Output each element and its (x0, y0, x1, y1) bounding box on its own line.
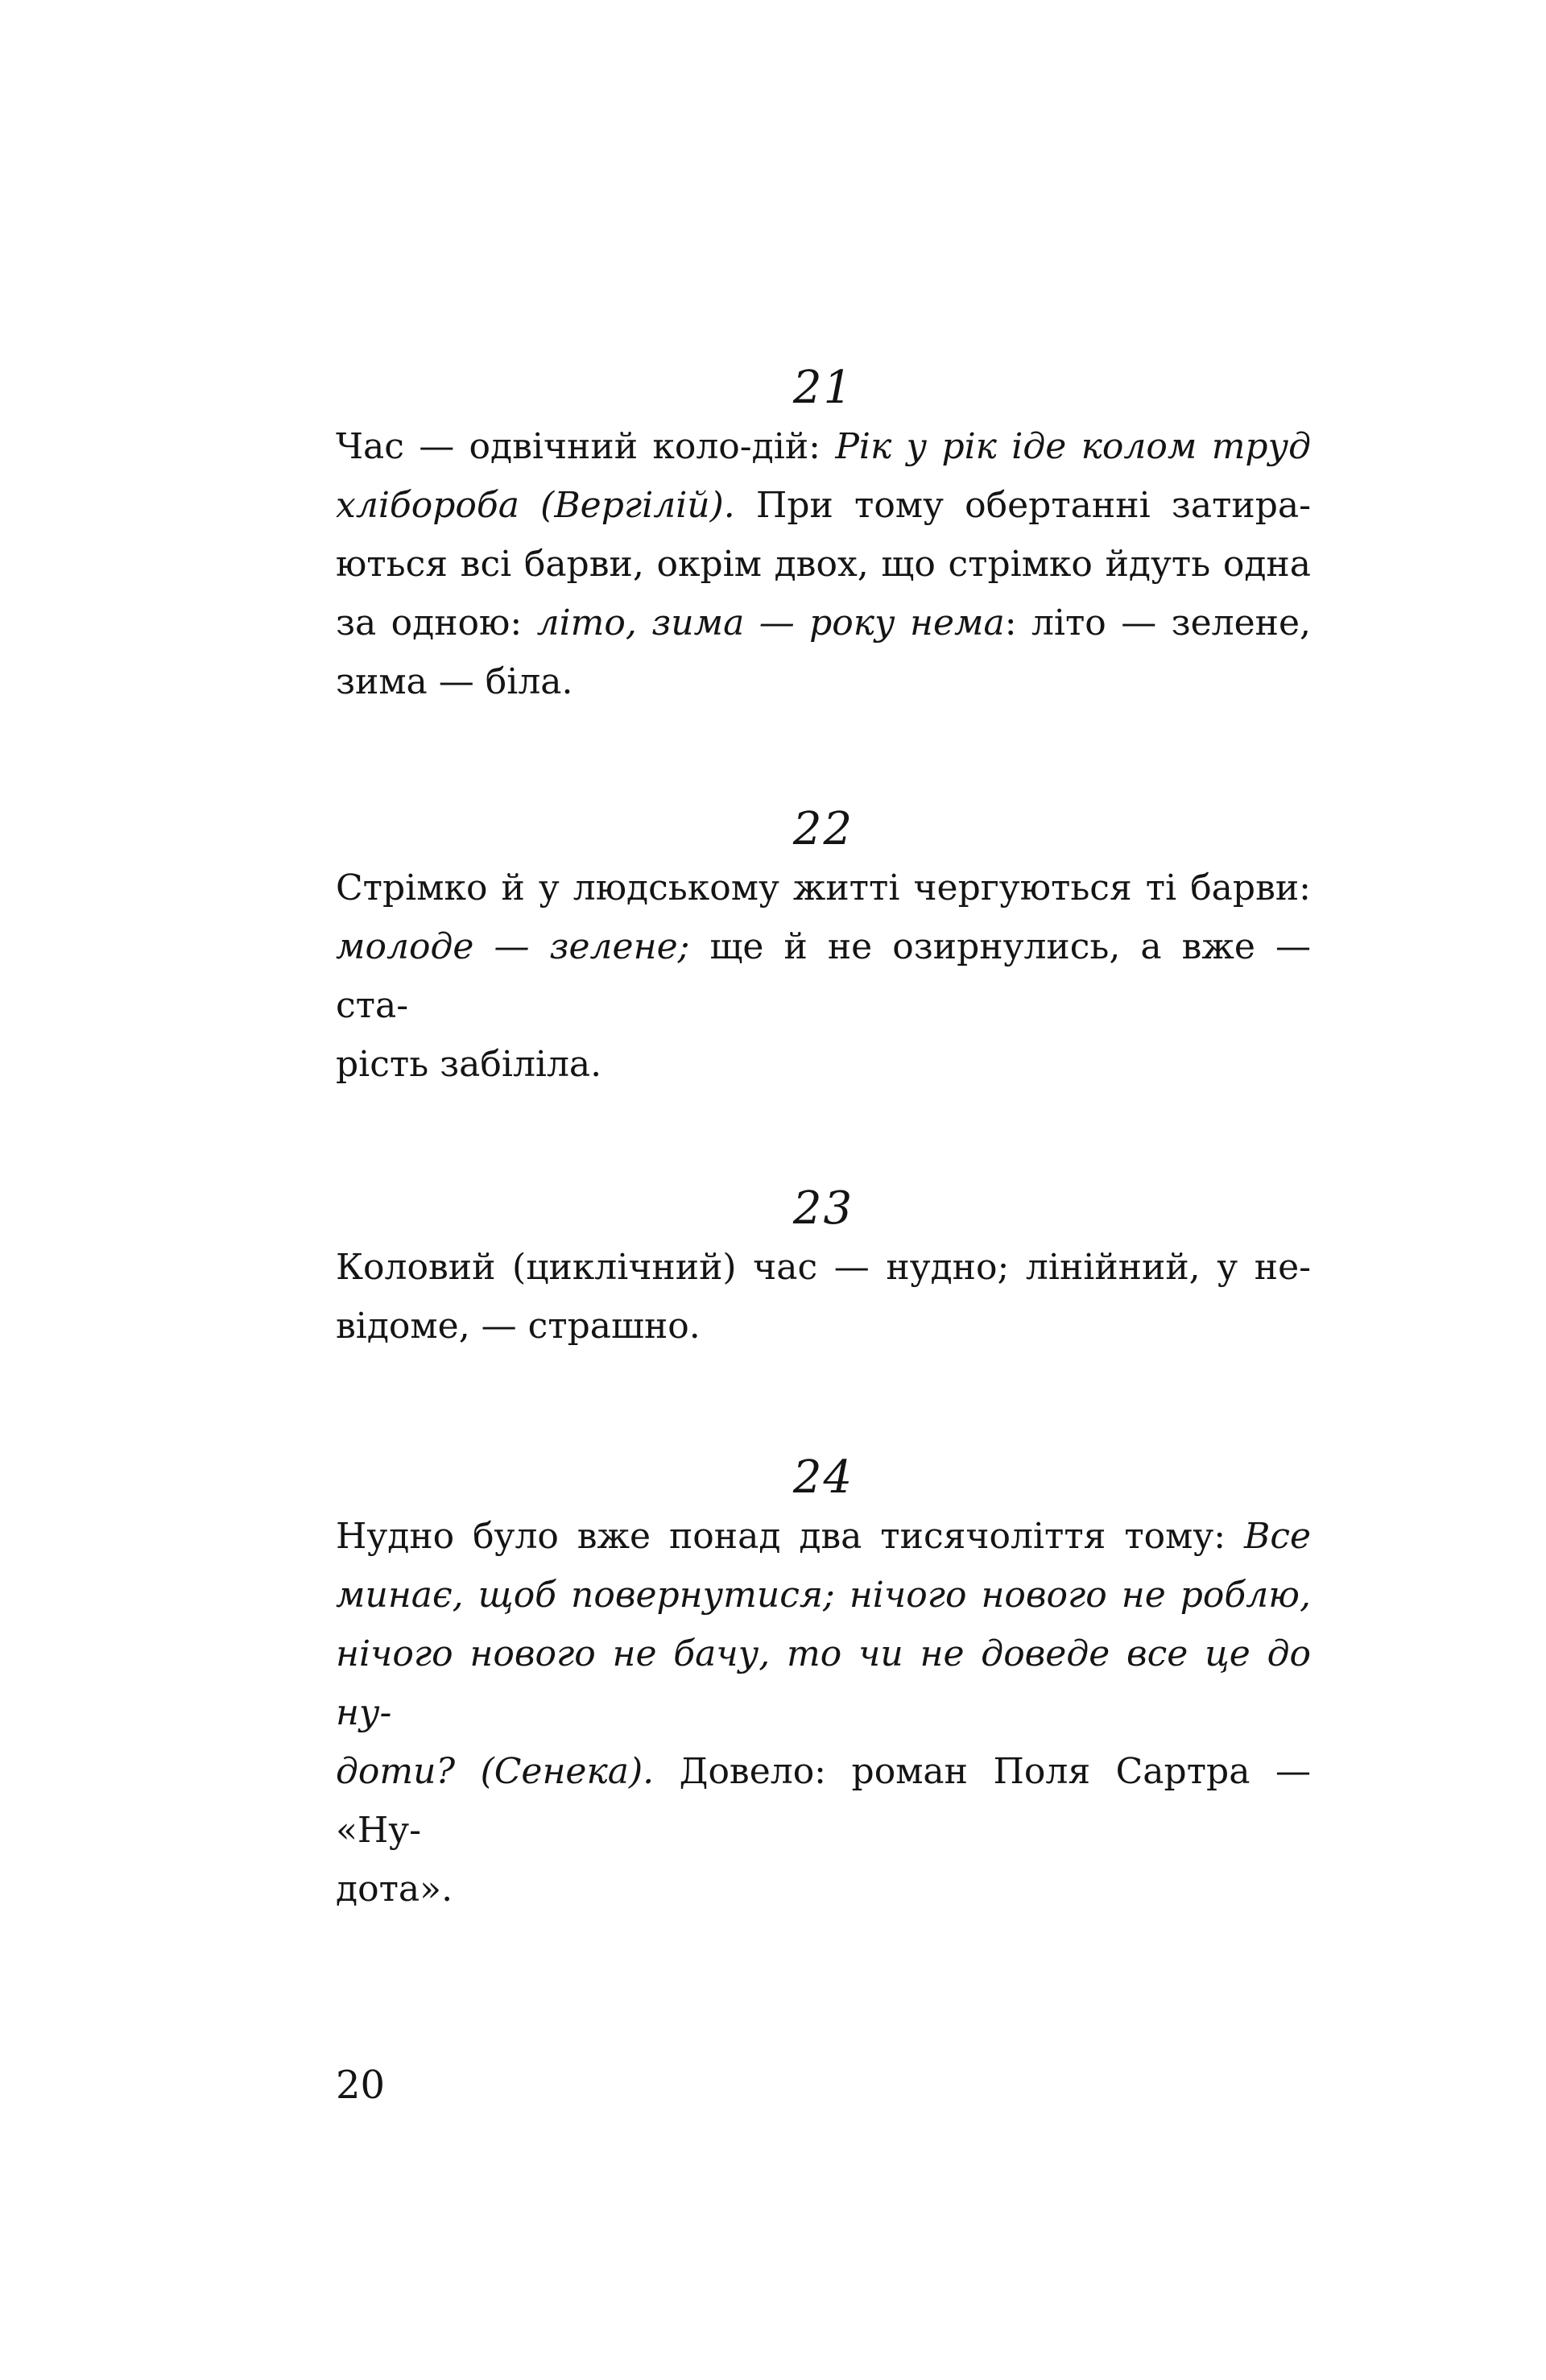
text-run: за одною: (336, 602, 537, 644)
text-line (336, 476, 1311, 535)
section-number: 21 (792, 362, 854, 414)
page-number: 20 (336, 2063, 386, 2108)
text-run-italic: літо, зима — року нема (536, 602, 1005, 644)
text-run: Коловий (циклічний) час — нудно; лінійний, у не- (336, 1247, 1311, 1288)
text-line (336, 535, 1311, 594)
text-run-italic: нічого нового не бачу, то чи не доведе все це до ну- (336, 1633, 1311, 1733)
text-line (336, 1035, 1311, 1094)
text-run-italic: хлібороба (Вергілій). (336, 485, 735, 526)
text-line (336, 1507, 1311, 1566)
text-run: Довело: роман Поля Сартра — «Ну- (336, 1751, 1311, 1851)
text-line (336, 1238, 1311, 1297)
content-column (336, 0, 1311, 1918)
section-number: 24 (792, 1451, 854, 1504)
text-line (336, 917, 1311, 1035)
aphorism-section (336, 800, 1311, 1094)
text-run: дота». (336, 1869, 453, 1910)
text-line (336, 1742, 1311, 1860)
aphorism-section (336, 358, 1311, 711)
aphorism-section (336, 1179, 1311, 1356)
text-run: відоме, — страшно. (336, 1306, 701, 1347)
text-run-italic: Все (1243, 1516, 1311, 1557)
text-run: : літо — зелене, (1004, 602, 1311, 644)
text-run-italic: минає, щоб повернутися; нічого нового не роблю, (336, 1575, 1311, 1616)
text-line (336, 1566, 1311, 1625)
section-paragraph (336, 1238, 1311, 1356)
text-run: Час — одвічний коло-дій: (336, 426, 836, 467)
text-run: Стрімко й у людському житті чергуються ті барви: (336, 867, 1311, 909)
text-run-italic: Рік у рік іде колом труд (835, 426, 1311, 467)
aphorism-section (336, 1448, 1311, 1918)
text-run: зима — біла. (336, 661, 573, 702)
text-run-italic: доти? (Сенека). (336, 1751, 655, 1792)
text-run-italic: молоде — зелене; (336, 926, 690, 967)
section-number: 22 (792, 803, 854, 855)
section-number: 23 (792, 1182, 854, 1235)
text-run: Нудно було вже понад два тисячоліття тому: (336, 1516, 1244, 1557)
text-run: рість забіліла. (336, 1044, 602, 1085)
text-line (336, 1860, 1311, 1918)
text-line (336, 417, 1311, 476)
section-paragraph (336, 417, 1311, 711)
text-line (336, 594, 1311, 652)
text-run: ються всі барви, окрім двох, що стрімко йдуть одна (336, 544, 1311, 585)
text-run: При тому обертанні затира- (734, 485, 1311, 526)
text-line (336, 859, 1311, 917)
text-run: ще й не озирнулись, а вже — ста- (336, 926, 1311, 1026)
section-paragraph (336, 1507, 1311, 1918)
text-line (336, 1625, 1311, 1742)
section-paragraph (336, 859, 1311, 1094)
text-line (336, 652, 1311, 711)
text-line (336, 1297, 1311, 1356)
